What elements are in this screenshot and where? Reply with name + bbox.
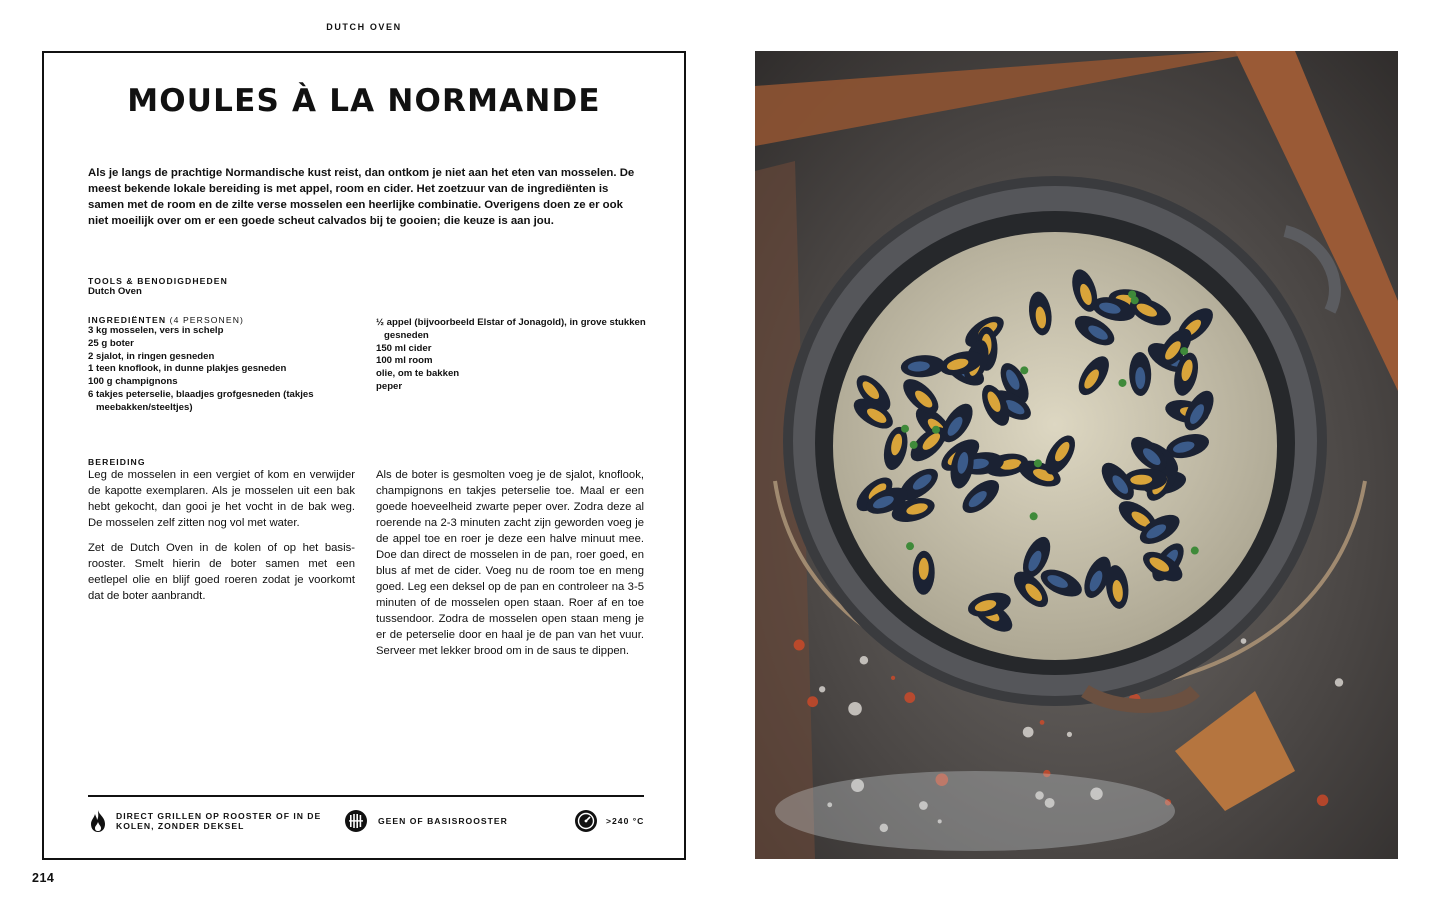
temperature-info <box>574 809 644 833</box>
tools-label: TOOLS & BENODIGDHEDEN <box>88 276 228 286</box>
ember <box>1241 638 1247 644</box>
ingredients-label: INGREDIËNTEN <box>88 315 167 325</box>
parsley-leaf <box>1030 512 1038 520</box>
ingredient-item: 2 sjalot, in ringen gesneden <box>88 350 215 362</box>
mussels-in-dutch-oven-photo <box>755 51 1398 859</box>
ember <box>848 702 862 716</box>
temperature-text: >240 °C <box>606 815 645 826</box>
parsley-leaf <box>1131 296 1139 304</box>
recipe-title: MOULES À LA NORMANDE <box>127 83 601 119</box>
ingredient-item: ½ appel (bijvoorbeeld Elstar of Jonagold), in grove stukken gesneden <box>376 317 646 341</box>
section-header: DUTCH OVEN <box>326 22 402 32</box>
parsley-leaf <box>932 426 940 434</box>
ember <box>1023 727 1034 738</box>
flame-icon <box>88 809 108 833</box>
method-paragraph: Zet de Dutch Oven in de kolen of op het basis-rooster. Smelt hierin de boter samen met een eetlepel olie en blijf goed roeren zodat je voorkomt dat de boter aanbrandt. <box>88 542 355 602</box>
ember <box>891 676 895 680</box>
ingredient-item: 100 ml room <box>376 355 433 367</box>
ember <box>819 686 825 692</box>
method-paragraph: Als de boter is gesmolten voeg je de sjalot, knoflook, champignons en takjes peterselie toe. Maal er een goede hoeveelheid zwarte peper over. Zodra deze al roerende na 2-3 minuten zacht zijn geworden voeg je de appel toe en roer je deze een halve minuut mee. Doe dan direct de mosselen in de pan, roer goed, en blus af met de cider. Voeg nu de room toe en meng goed. Leg een deksel op de pan en controleer na 3-5 minuten of de mosselen open staan. Roer af en toe tussendoor. Zodra de mosselen open staan meng je er de peterselie door en haal je de pan van het vuur. Serveer met lekker brood om in de saus te dippen. <box>376 469 644 657</box>
ember <box>904 692 915 703</box>
ingredients-serving: (4 PERSONEN) <box>169 315 244 325</box>
ingredient-item: peper <box>376 380 403 392</box>
ingredients-left <box>88 315 338 415</box>
parsley-leaf <box>1034 459 1042 467</box>
method-column-left <box>88 467 355 613</box>
tools-section <box>88 276 368 299</box>
grill-text: GEEN OF BASISROOSTER <box>378 815 508 826</box>
ingredient-item: 25 g boter <box>88 337 134 349</box>
ingredient-item: 6 takjes peterselie, blaadjes grofgesneden (takjes meebakken/steeltjes) <box>88 388 314 413</box>
ingredients-heading <box>88 315 338 325</box>
parsley-leaf <box>1020 366 1028 374</box>
parsley-leaf <box>906 542 914 550</box>
ingredient-item: 100 g champignons <box>88 376 178 388</box>
page-number: 214 <box>32 871 55 885</box>
ingredients-list-left <box>88 325 338 415</box>
ember <box>1040 720 1045 725</box>
heat-info <box>88 809 321 833</box>
ingredient-item: 1 teen knoflook, in dunne plakjes gesneden <box>88 363 287 375</box>
heat-line-2: KOLEN, ZONDER DEKSEL <box>116 821 245 831</box>
parsley-leaf <box>1118 379 1126 387</box>
ember <box>794 639 805 650</box>
heat-line-1: DIRECT GRILLEN OP ROOSTER OF IN DE <box>116 810 322 821</box>
ember <box>1335 678 1343 686</box>
grill-info <box>344 809 508 833</box>
recipe-card <box>42 51 686 860</box>
ingredients-list-right <box>376 317 646 394</box>
ingredient-item: olie, om te bakken <box>376 368 460 380</box>
parsley-leaf <box>901 425 909 433</box>
recipe-photo <box>755 51 1398 859</box>
method-column-right <box>376 467 644 668</box>
ingredients-right <box>376 317 646 394</box>
parsley-leaf <box>1191 547 1199 555</box>
thermometer-gauge-icon <box>574 809 598 833</box>
method-paragraph: Leg de mosselen in een vergiet of kom en verwijder de kapotte exemplaren. Als je mosselen uit een bak hebt gekocht, dan gooi je het vocht in de bak weg. De mosselen zelf zitten nog vol met water. <box>88 469 355 529</box>
ingredient-item: 3 kg mosselen, vers in schelp <box>88 325 224 336</box>
ingredient-item: 150 ml cider <box>376 342 432 354</box>
ember <box>807 696 818 707</box>
parsley-leaf <box>910 441 918 449</box>
grill-grate-icon <box>344 809 368 833</box>
footer-divider <box>88 795 644 797</box>
recipe-intro: Als je langs de prachtige Normandische kust reist, dan ontkom je niet aan het eten van mosselen. De meest bekende lokale bereiding is met appel, room en cider. Het zoetzuur van de ingrediënten is samen met de room en de zilte verse mosselen een heerlijke combinatie. Overigens doen ze er ook niet moeilijk over om er een goede scheut calvados bij te gooien; die keuze is aan jou. <box>88 167 635 227</box>
tools-value: Dutch Oven <box>88 286 142 297</box>
parsley-leaf <box>1180 347 1188 355</box>
method-label: BEREIDING <box>88 457 146 467</box>
ember <box>860 656 869 665</box>
ember <box>1067 732 1072 737</box>
ember <box>1317 795 1328 806</box>
